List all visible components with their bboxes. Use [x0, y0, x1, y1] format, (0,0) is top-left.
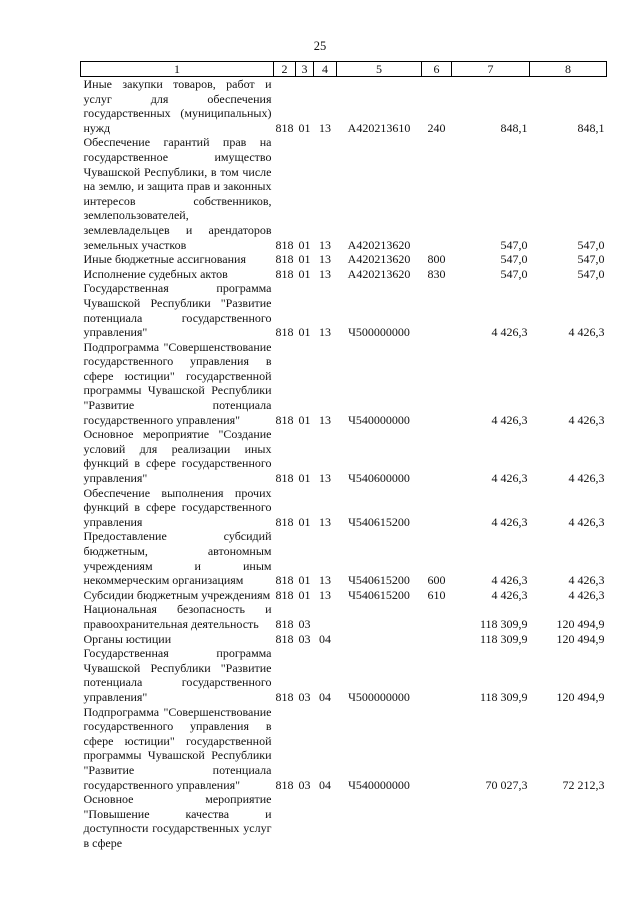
col-5-cell: А420213620	[347, 237, 411, 252]
col-6-cell	[422, 340, 452, 428]
table-row	[81, 602, 607, 631]
col-7-cell: 547,0	[500, 237, 528, 252]
col-8-cell: 120 494,9	[556, 631, 605, 646]
column-header: 1	[81, 62, 274, 77]
col-8-cell: 4 426,3	[568, 471, 605, 486]
col-6-cell: 800	[427, 252, 446, 267]
col-8-cell: 120 494,9	[556, 689, 605, 704]
column-header: 6	[422, 62, 452, 77]
table-header-row	[81, 62, 607, 77]
row-name: Обеспечение гарантий прав на государственное имущество Чувашской Республики, в том числе на землю, и защита прав и законных интересов собственников, землепользователей, землевладельцев и арендаторов земельных участков	[83, 135, 272, 252]
table-row	[81, 77, 607, 136]
table-row	[81, 486, 607, 530]
table-row	[81, 427, 607, 485]
col-7-cell: 118 309,9	[479, 689, 528, 704]
row-name: Предоставление субсидий бюджетным, автономным учреждениям и иным некоммерческим организациям	[83, 529, 272, 588]
col-8-cell: 120 494,9	[556, 616, 605, 631]
budget-table	[80, 61, 607, 850]
col-2-cell: 818	[275, 689, 294, 704]
col-2-cell: 818	[275, 266, 294, 281]
table-row	[81, 135, 607, 252]
col-7-cell: 118 309,9	[479, 631, 528, 646]
col-6-cell	[422, 281, 452, 339]
col-2-cell: 818	[275, 777, 294, 792]
col-4-cell: 13	[319, 266, 331, 281]
column-header: 7	[452, 62, 530, 77]
col-4-cell: 13	[319, 514, 331, 529]
table-row	[81, 705, 607, 793]
col-3-cell: 01	[298, 237, 311, 252]
col-4-cell: 13	[319, 573, 331, 588]
col-2-cell: 818	[275, 412, 294, 427]
col-8-cell: 4 426,3	[568, 514, 605, 529]
table-row	[81, 252, 607, 267]
col-4-cell: 13	[319, 471, 331, 486]
col-5-cell: Ч500000000	[348, 689, 410, 704]
col-4-cell: 13	[319, 587, 331, 602]
row-name: Подпрограмма "Совершенствование государственного управления в сфере юстиции" государственной программы Чувашской Республики "Развитие потенциала государственного управления"	[83, 704, 272, 792]
col-5-cell: Ч540615200	[348, 573, 410, 588]
col-5-cell: А420213620	[347, 266, 411, 281]
col-3-cell: 03	[298, 616, 311, 631]
col-8-cell: 4 426,3	[568, 325, 605, 340]
col-4-cell: 13	[319, 237, 331, 252]
col-8-cell: 4 426,3	[568, 573, 605, 588]
col-5-cell	[337, 602, 422, 631]
col-3-cell: 01	[298, 471, 311, 486]
col-4-cell: 04	[319, 631, 331, 646]
col-2-cell	[274, 792, 296, 850]
col-6-cell: 610	[427, 587, 446, 602]
table-row	[81, 267, 607, 282]
col-7-cell: 4 426,3	[491, 471, 528, 486]
col-6-cell	[422, 792, 452, 850]
col-4-cell: 04	[319, 689, 331, 704]
col-4-cell	[314, 792, 337, 850]
col-4-cell: 04	[319, 777, 331, 792]
col-3-cell: 01	[298, 266, 311, 281]
col-6-cell	[422, 602, 452, 631]
col-8-cell	[530, 792, 607, 850]
col-6-cell: 240	[427, 120, 446, 135]
row-name: Подпрограмма "Совершенствование государственного управления в сфере юстиции" государственной программы Чувашской Республики "Развитие потенциала государственного управления"	[83, 339, 272, 427]
col-3-cell	[296, 792, 314, 850]
col-5-cell: Ч500000000	[348, 325, 410, 340]
col-6-cell	[422, 135, 452, 252]
col-3-cell: 01	[298, 252, 311, 267]
col-7-cell: 70 027,3	[485, 777, 528, 792]
col-3-cell: 03	[298, 631, 311, 646]
col-5-cell: Ч540615200	[348, 587, 410, 602]
col-6-cell: 830	[427, 266, 446, 281]
col-6-cell	[422, 646, 452, 704]
row-name: Органы юстиции	[83, 631, 172, 646]
col-5-cell: А420213620	[347, 252, 411, 267]
col-2-cell: 818	[275, 237, 294, 252]
col-8-cell: 4 426,3	[568, 412, 605, 427]
col-7-cell: 848,1	[500, 120, 528, 135]
table-row	[81, 632, 607, 647]
row-name: Иные закупки товаров, работ и услуг для обеспечения государственных (муниципальных) нужд	[83, 77, 272, 135]
col-7-cell	[452, 792, 530, 850]
col-4-cell: 13	[319, 252, 331, 267]
col-7-cell: 547,0	[500, 266, 528, 281]
column-header: 3	[296, 62, 314, 77]
col-8-cell: 4 426,3	[568, 587, 605, 602]
col-2-cell: 818	[275, 471, 294, 486]
column-header: 4	[314, 62, 337, 77]
column-header: 8	[530, 62, 607, 77]
table-body	[81, 77, 607, 851]
row-name: Субсидии бюджетным учреждениям	[83, 587, 271, 602]
col-3-cell: 01	[298, 587, 311, 602]
row-name: Исполнение судебных актов	[83, 266, 228, 281]
col-3-cell: 03	[298, 689, 311, 704]
row-name: Национальная безопасность и правоохранительная деятельность	[83, 602, 272, 631]
col-2-cell: 818	[275, 616, 294, 631]
col-7-cell: 4 426,3	[491, 412, 528, 427]
col-8-cell: 547,0	[577, 237, 605, 252]
col-2-cell: 818	[275, 631, 294, 646]
col-5-cell	[337, 632, 422, 647]
table-row	[81, 281, 607, 339]
col-6-cell	[422, 705, 452, 793]
col-3-cell: 01	[298, 325, 311, 340]
col-4-cell: 13	[319, 325, 331, 340]
col-6-cell	[422, 632, 452, 647]
col-7-cell: 4 426,3	[491, 325, 528, 340]
col-3-cell: 03	[298, 777, 311, 792]
col-2-cell: 818	[275, 325, 294, 340]
column-header: 2	[274, 62, 296, 77]
col-2-cell: 818	[275, 120, 294, 135]
col-8-cell: 72 212,3	[562, 777, 605, 792]
col-8-cell: 547,0	[577, 252, 605, 267]
col-5-cell: А420213610	[347, 120, 411, 135]
row-name: Основное мероприятие "Создание условий для реализации иных функций в сфере государственного управления"	[83, 427, 272, 486]
col-2-cell: 818	[275, 252, 294, 267]
col-6-cell: 600	[427, 573, 446, 588]
col-2-cell: 818	[275, 587, 294, 602]
page-number: 25	[313, 39, 327, 53]
col-8-cell: 547,0	[577, 266, 605, 281]
col-4-cell: 13	[319, 412, 331, 427]
col-7-cell: 547,0	[500, 252, 528, 267]
table-row	[81, 340, 607, 428]
col-7-cell: 118 309,9	[479, 616, 528, 631]
col-8-cell: 848,1	[577, 120, 605, 135]
column-header: 5	[337, 62, 422, 77]
col-6-cell	[422, 427, 452, 485]
col-5-cell: Ч540000000	[348, 777, 410, 792]
row-name: Государственная программа Чувашской Республики "Развитие потенциала государственного управления"	[83, 646, 272, 704]
table-row	[81, 646, 607, 704]
row-name: Иные бюджетные ассигнования	[83, 252, 246, 267]
col-7-cell: 4 426,3	[491, 573, 528, 588]
col-5-cell: Ч540000000	[348, 412, 410, 427]
col-2-cell: 818	[275, 573, 294, 588]
col-4-cell: 13	[319, 120, 331, 135]
row-name: Основное мероприятие "Повышение качества и доступности государственных услуг в сфере	[83, 792, 272, 850]
col-2-cell: 818	[275, 514, 294, 529]
col-7-cell: 4 426,3	[491, 514, 528, 529]
table-row	[81, 792, 607, 850]
col-4-cell	[314, 602, 337, 631]
col-5-cell: Ч540600000	[348, 471, 410, 486]
col-7-cell: 4 426,3	[491, 587, 528, 602]
col-5-cell	[337, 792, 422, 850]
col-3-cell: 01	[298, 514, 311, 529]
col-5-cell: Ч540615200	[348, 514, 410, 529]
table-row	[81, 588, 607, 603]
table-row	[81, 529, 607, 587]
row-name: Обеспечение выполнения прочих функций в сфере государственного управления	[83, 485, 272, 529]
col-3-cell: 01	[298, 120, 311, 135]
col-3-cell: 01	[298, 412, 311, 427]
row-name: Государственная программа Чувашской Республики "Развитие потенциала государственного управления"	[83, 281, 272, 340]
col-3-cell: 01	[298, 573, 311, 588]
col-6-cell	[422, 486, 452, 530]
